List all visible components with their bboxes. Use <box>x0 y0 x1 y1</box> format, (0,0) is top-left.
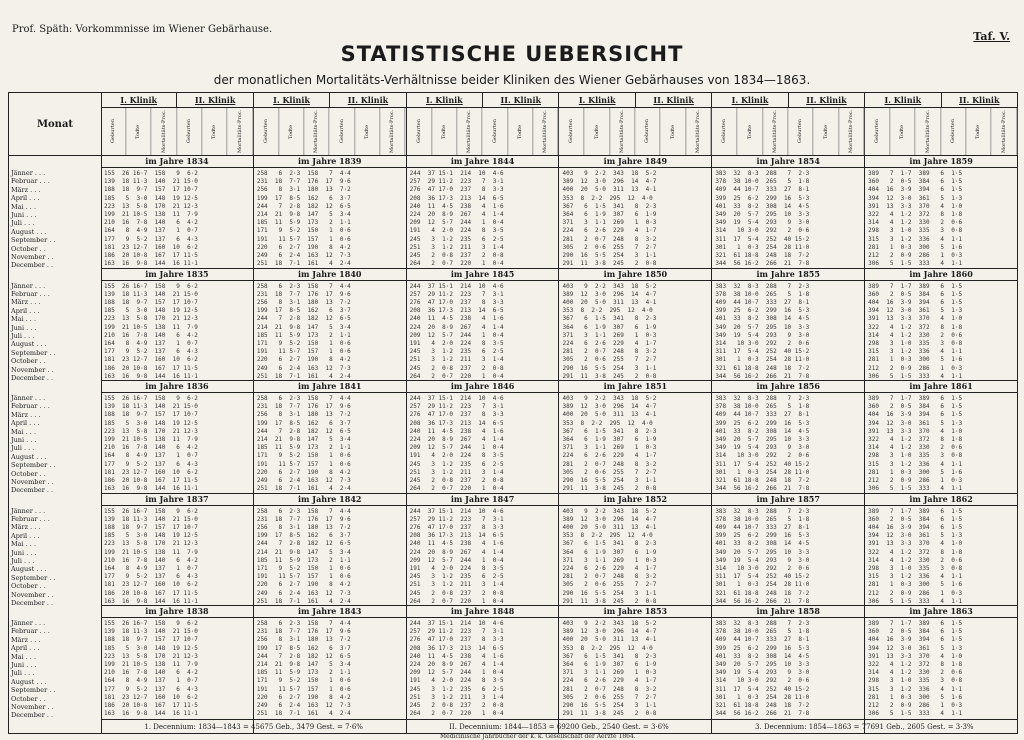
year-block <box>712 605 864 718</box>
year-title: im Jahre 1838 <box>101 605 253 618</box>
clinic-header: I. Klinik <box>865 93 941 107</box>
month-label: Februar . . . <box>11 627 50 636</box>
month-label: Mai . . . <box>11 652 37 661</box>
monthly-figures: 383 32 8·3 288 7 2·3 378 38 10·0 265 5 1·8 409 44 10·7 333 27 8·1 399 25 6·2 299 16 5·3 401 33 8·2 308 14 4·5 349 20 5·7 295 10 3·3 349 19 5·4 293 9 3·0 314 10 3·0 292 2 0·6 311 17 5·4 252 40 15·2 301 1 0·3 254 28 11·0 321 61 18·8 248 18 7·2 344 56 16·2 266 21 7·8 <box>715 620 810 718</box>
clinic-header: II. Klinik <box>653 95 694 105</box>
column-header: Todte <box>966 108 991 155</box>
monthly-figures: 258 6 2·3 158 7 4·4 231 18 7·7 176 17 9·6 256 8 3·1 180 13 7·2 199 17 8·5 162 6 3·7 244 7 2·8 182 12 6·5 214 21 9·8 147 5 3·4 185 11 5·9 173 2 1·1 171 9 5·2 150 1 0·6 191 11 5·7 157 1 0·6 220 6 2·7 190 8 4·2 249 6 2·4 163 12 7·3 251 18 7·1 161 4 2·4 <box>256 282 351 380</box>
monthly-figures: 155 26 16·7 158 9 6·2 139 18 11·3 140 21 15·0 188 18 9·7 157 17 10·7 185 5 3·0 148 19 12·5 223 13 5·8 170 21 12·3 199 21 10·5 138 11 7·9 210 16 7·8 140 6 4·2 164 8 4·9 137 1 0·7 177 9 5·2 137 6 4·3 181 23 12·7 160 10 6·2 186 20 10·8 167 17 11·5 163 16 9·8 144 16 11·1 <box>104 170 198 268</box>
year-block <box>559 268 711 380</box>
decennium-3: 3. Decennium: 1854—1863 = 77691 Geb., 2605 Gest. = 3·3% <box>755 723 974 731</box>
statistics-table <box>8 92 1018 734</box>
month-label: April . . . <box>11 531 40 540</box>
column-header: Mortalitäts-Proc. <box>304 108 329 155</box>
column-header: Mortalitäts-Proc. <box>228 108 253 155</box>
month-label: März . . . <box>11 523 41 532</box>
column-header: Mortalitäts-Proc. <box>763 108 788 155</box>
month-label: Mai . . . <box>11 540 37 549</box>
year-block <box>254 493 406 605</box>
monthly-figures: 389 7 1·7 389 6 1·5 360 2 0·5 384 6 1·5 404 16 3·9 394 6 1·5 394 12 3·0 361 5 1·3 391 13 3·3 370 4 1·0 322 4 1·2 372 8 1·8 314 4 1·2 330 2 0·6 298 3 1·0 335 3 0·8 315 3 1·2 336 4 1·1 281 1 0·3 300 5 1·6 212 2 0·9 286 1 0·3 306 5 1·5 333 4 1·1 <box>868 620 963 718</box>
column-header: Geburten <box>865 108 890 155</box>
month-label: Jänner . . . <box>11 281 46 290</box>
year-title: im Jahre 1834 <box>101 155 253 168</box>
column-header: Todte <box>202 108 227 155</box>
month-label: Februar . . . <box>11 402 50 411</box>
column-header: Todte <box>355 108 380 155</box>
month-label: August . . . <box>11 677 47 686</box>
decennium-summary <box>101 719 1017 734</box>
month-label: Mai . . . <box>11 315 37 324</box>
decade-blocks <box>101 93 1017 733</box>
month-label: April . . . <box>11 419 40 428</box>
month-label: November . . <box>11 590 54 599</box>
month-label: Juni . . . <box>11 211 37 220</box>
year-block <box>865 380 1017 493</box>
monthly-figures: 155 26 16·7 158 9 6·2 139 18 11·3 140 21 15·0 188 18 9·7 157 17 10·7 185 5 3·0 148 19 12·5 223 13 5·8 170 21 12·3 199 21 10·5 138 11 7·9 210 16 7·8 140 6 4·2 164 8 4·9 137 1 0·7 177 9 5·2 137 6 4·3 181 23 12·7 160 10 6·2 186 20 10·8 167 17 11·5 163 16 9·8 144 16 11·1 <box>104 507 198 605</box>
month-label: Juli . . . <box>11 444 35 453</box>
month-label: Juni . . . <box>11 436 37 445</box>
year-block <box>559 155 711 268</box>
monthly-figures: 244 37 15·1 214 10 4·6 257 29 11·2 223 7 3·1 276 47 17·0 237 8 3·3 208 36 17·3 213 14 6·5 240 11 4·5 238 4 1·6 224 20 8·9 267 4 1·4 209 12 5·7 244 1 0·4 191 4 2·0 224 8 3·5 245 3 1·2 235 6 2·5 251 3 1·2 211 3 1·4 245 2 0·8 237 2 0·8 264 2 0·7 220 1 0·4 <box>409 282 504 380</box>
month-label: October . . <box>11 357 46 366</box>
page-title: STATISTISCHE UEBERSICHT <box>340 42 684 66</box>
column-header: Todte <box>432 108 457 155</box>
year-title: im Jahre 1846 <box>407 380 559 393</box>
year-title: im Jahre 1844 <box>407 155 559 168</box>
month-label: September . . <box>11 236 56 245</box>
year-group-column <box>865 93 1017 733</box>
year-title: im Jahre 1856 <box>712 380 864 393</box>
column-header: Mortalitäts-Proc. <box>992 108 1017 155</box>
month-label: April . . . <box>11 644 40 653</box>
month-label: April . . . <box>11 194 40 203</box>
plate-number: Taf. V. <box>973 30 1010 43</box>
year-title: im Jahre 1849 <box>559 155 711 168</box>
header-author: Prof. Späth: Vorkommnisse im Wiener Gebärhause. <box>12 24 273 35</box>
month-label: November . . <box>11 703 54 712</box>
year-title: im Jahre 1836 <box>101 380 253 393</box>
monthly-figures: 403 9 2·2 343 18 5·2 389 12 3·0 296 14 4·7 400 20 5·0 311 13 4·1 353 8 2·2 295 12 4·0 367 6 1·5 341 8 2·3 364 6 1·9 307 6 1·9 371 3 1·1 269 1 0·3 224 6 2·6 229 4 1·7 281 2 0·7 248 8 3·2 305 2 0·6 255 7 2·7 290 16 5·5 254 3 1·1 291 11 3·8 245 2 0·8 <box>562 620 657 718</box>
month-label: August . . . <box>11 452 47 461</box>
column-header: Mortalitäts-Proc. <box>533 108 558 155</box>
month-label: März . . . <box>11 185 41 194</box>
year-group-column <box>559 93 712 733</box>
year-title: im Jahre 1842 <box>254 493 406 506</box>
monthly-figures: 258 6 2·3 158 7 4·4 231 18 7·7 176 17 9·6 256 8 3·1 180 13 7·2 199 17 8·5 162 6 3·7 244 7 2·8 182 12 6·5 214 21 9·8 147 5 3·4 185 11 5·9 173 2 1·1 171 9 5·2 150 1 0·6 191 11 5·7 157 1 0·6 220 6 2·7 190 8 4·2 249 6 2·4 163 12 7·3 251 18 7·1 161 4 2·4 <box>256 507 351 605</box>
month-label: September . . <box>11 573 56 582</box>
monthly-figures: 403 9 2·2 343 18 5·2 389 12 3·0 296 14 4·7 400 20 5·0 311 13 4·1 353 8 2·2 295 12 4·0 367 6 1·5 341 8 2·3 364 6 1·9 307 6 1·9 371 3 1·1 269 1 0·3 224 6 2·6 229 4 1·7 281 2 0·7 248 8 3·2 305 2 0·6 255 7 2·7 290 16 5·5 254 3 1·1 291 11 3·8 245 2 0·8 <box>562 395 657 493</box>
year-block <box>101 605 253 718</box>
year-title: im Jahre 1855 <box>712 268 864 281</box>
monthly-figures: 403 9 2·2 343 18 5·2 389 12 3·0 296 14 4·7 400 20 5·0 311 13 4·1 353 8 2·2 295 12 4·0 367 6 1·5 341 8 2·3 364 6 1·9 307 6 1·9 371 3 1·1 269 1 0·3 224 6 2·6 229 4 1·7 281 2 0·7 248 8 3·2 305 2 0·6 255 7 2·7 290 16 5·5 254 3 1·1 291 11 3·8 245 2 0·8 <box>562 507 657 605</box>
column-header: Mortalitäts-Proc. <box>839 108 864 155</box>
year-block <box>254 605 406 718</box>
monthly-figures: 383 32 8·3 288 7 2·3 378 38 10·0 265 5 1·8 409 44 10·7 333 27 8·1 399 25 6·2 299 16 5·3 401 33 8·2 308 14 4·5 349 20 5·7 295 10 3·3 349 19 5·4 293 9 3·0 314 10 3·0 292 2 0·6 311 17 5·4 252 40 15·2 301 1 0·3 254 28 11·0 321 61 18·8 248 18 7·2 344 56 16·2 266 21 7·8 <box>715 170 810 268</box>
monthly-figures: 258 6 2·3 158 7 4·4 231 18 7·7 176 17 9·6 256 8 3·1 180 13 7·2 199 17 8·5 162 6 3·7 244 7 2·8 182 12 6·5 214 21 9·8 147 5 3·4 185 11 5·9 173 2 1·1 171 9 5·2 150 1 0·6 191 11 5·7 157 1 0·6 220 6 2·7 190 8 4·2 249 6 2·4 163 12 7·3 251 18 7·1 161 4 2·4 <box>256 170 351 268</box>
month-label: September . . <box>11 686 56 695</box>
month-label: December . . <box>11 711 54 720</box>
month-list <box>11 507 99 608</box>
year-block <box>712 380 864 493</box>
year-title: im Jahre 1845 <box>407 268 559 281</box>
month-label: November . . <box>11 253 54 262</box>
year-block <box>559 380 711 493</box>
monthly-figures: 383 32 8·3 288 7 2·3 378 38 10·0 265 5 1·8 409 44 10·7 333 27 8·1 399 25 6·2 299 16 5·3 401 33 8·2 308 14 4·5 349 20 5·7 295 10 3·3 349 19 5·4 293 9 3·0 314 10 3·0 292 2 0·6 311 17 5·4 252 40 15·2 301 1 0·3 254 28 11·0 321 61 18·8 248 18 7·2 344 56 16·2 266 21 7·8 <box>715 507 810 605</box>
column-header: Todte <box>890 108 915 155</box>
year-block <box>559 493 711 605</box>
clinic-header: II. Klinik <box>194 95 236 105</box>
year-title: im Jahre 1851 <box>559 380 711 393</box>
month-label: December . . <box>11 598 54 607</box>
column-header: Todte <box>585 108 610 155</box>
column-header: Mortalitäts-Proc. <box>916 108 941 155</box>
year-block <box>407 155 559 268</box>
month-label: Februar . . . <box>11 177 50 186</box>
year-block <box>101 268 253 380</box>
year-block <box>407 605 559 718</box>
column-header: Mortalitäts-Proc. <box>610 108 635 155</box>
month-label: März . . . <box>11 635 41 644</box>
year-block <box>865 155 1017 268</box>
monthly-figures: 244 37 15·1 214 10 4·6 257 29 11·2 223 7 3·1 276 47 17·0 237 8 3·3 208 36 17·3 213 14 6·5 240 11 4·5 238 4 1·6 224 20 8·9 267 4 1·4 209 12 5·7 244 1 0·4 191 4 2·0 224 8 3·5 245 3 1·2 235 6 2·5 251 3 1·2 211 3 1·4 245 2 0·8 237 2 0·8 264 2 0·7 220 1 0·4 <box>409 507 504 605</box>
column-header: Geburten <box>941 108 966 155</box>
month-label: October . . <box>11 694 46 703</box>
clinic-header: II. Klinik <box>500 95 542 105</box>
column-header: Mortalitäts-Proc. <box>457 108 482 155</box>
monthly-figures: 258 6 2·3 158 7 4·4 231 18 7·7 176 17 9·6 256 8 3·1 180 13 7·2 199 17 8·5 162 6 3·7 244 7 2·8 182 12 6·5 214 21 9·8 147 5 3·4 185 11 5·9 173 2 1·1 171 9 5·2 150 1 0·6 191 11 5·7 157 1 0·6 220 6 2·7 190 8 4·2 249 6 2·4 163 12 7·3 251 18 7·1 161 4 2·4 <box>256 395 351 493</box>
year-block <box>865 605 1017 718</box>
year-title: im Jahre 1835 <box>101 268 253 281</box>
clinic-header: I. Klinik <box>407 93 483 107</box>
column-header: Geburten <box>177 108 202 155</box>
month-label: Juli . . . <box>11 556 35 565</box>
column-header: Todte <box>279 108 304 155</box>
month-label: Juni . . . <box>11 323 37 332</box>
column-header: Geburten <box>788 108 813 155</box>
monthly-figures: 389 7 1·7 389 6 1·5 360 2 0·5 384 6 1·5 404 16 3·9 394 6 1·5 394 12 3·0 361 5 1·3 391 13 3·3 370 4 1·0 322 4 1·2 372 8 1·8 314 4 1·2 330 2 0·6 298 3 1·0 335 3 0·8 315 3 1·2 336 4 1·1 281 1 0·3 300 5 1·6 212 2 0·9 286 1 0·3 306 5 1·5 333 4 1·1 <box>868 282 963 380</box>
year-block <box>254 268 406 380</box>
year-title: im Jahre 1850 <box>559 268 711 281</box>
monthly-figures: 389 7 1·7 389 6 1·5 360 2 0·5 384 6 1·5 404 16 3·9 394 6 1·5 394 12 3·0 361 5 1·3 391 13 3·3 370 4 1·0 322 4 1·2 372 8 1·8 314 4 1·2 330 2 0·6 298 3 1·0 335 3 0·8 315 3 1·2 336 4 1·1 281 1 0·3 300 5 1·6 212 2 0·9 286 1 0·3 306 5 1·5 333 4 1·1 <box>868 395 963 493</box>
year-group-column <box>712 93 865 733</box>
month-label: August . . . <box>11 565 47 574</box>
column-header: Geburten <box>330 108 355 155</box>
month-list <box>11 169 99 270</box>
year-group-column <box>407 93 560 733</box>
year-title: im Jahre 1843 <box>254 605 406 618</box>
column-header: Todte <box>661 108 686 155</box>
year-group-column <box>101 93 254 733</box>
monthly-figures: 155 26 16·7 158 9 6·2 139 18 11·3 140 21 15·0 188 18 9·7 157 17 10·7 185 5 3·0 148 19 12·5 223 13 5·8 170 21 12·3 199 21 10·5 138 11 7·9 210 16 7·8 140 6 4·2 164 8 4·9 137 1 0·7 177 9 5·2 137 6 4·3 181 23 12·7 160 10 6·2 186 20 10·8 167 17 11·5 163 16 9·8 144 16 11·1 <box>104 282 198 380</box>
month-label: Mai . . . <box>11 427 37 436</box>
monthly-figures: 155 26 16·7 158 9 6·2 139 18 11·3 140 21 15·0 188 18 9·7 157 17 10·7 185 5 3·0 148 19 12·5 223 13 5·8 170 21 12·3 199 21 10·5 138 11 7·9 210 16 7·8 140 6 4·2 164 8 4·9 137 1 0·7 177 9 5·2 137 6 4·3 181 23 12·7 160 10 6·2 186 20 10·8 167 17 11·5 163 16 9·8 144 16 11·1 <box>104 620 198 718</box>
month-label: December . . <box>11 373 54 382</box>
month-header: Monat <box>9 93 101 156</box>
year-title: im Jahre 1853 <box>559 605 711 618</box>
column-header: Geburten <box>635 108 660 155</box>
monthly-figures: 383 32 8·3 288 7 2·3 378 38 10·0 265 5 1·8 409 44 10·7 333 27 8·1 399 25 6·2 299 16 5·3 401 33 8·2 308 14 4·5 349 20 5·7 295 10 3·3 349 19 5·4 293 9 3·0 314 10 3·0 292 2 0·6 311 17 5·4 252 40 15·2 301 1 0·3 254 28 11·0 321 61 18·8 248 18 7·2 344 56 16·2 266 21 7·8 <box>715 282 810 380</box>
month-list <box>11 619 99 720</box>
month-label: Mai . . . <box>11 202 37 211</box>
monthly-figures: 383 32 8·3 288 7 2·3 378 38 10·0 265 5 1·8 409 44 10·7 333 27 8·1 399 25 6·2 299 16 5·3 401 33 8·2 308 14 4·5 349 20 5·7 295 10 3·3 349 19 5·4 293 9 3·0 314 10 3·0 292 2 0·6 311 17 5·4 252 40 15·2 301 1 0·3 254 28 11·0 321 61 18·8 248 18 7·2 344 56 16·2 266 21 7·8 <box>715 395 810 493</box>
monthly-figures: 244 37 15·1 214 10 4·6 257 29 11·2 223 7 3·1 276 47 17·0 237 8 3·3 208 36 17·3 213 14 6·5 240 11 4·5 238 4 1·6 224 20 8·9 267 4 1·4 209 12 5·7 244 1 0·4 191 4 2·0 224 8 3·5 245 3 1·2 235 6 2·5 251 3 1·2 211 3 1·4 245 2 0·8 237 2 0·8 264 2 0·7 220 1 0·4 <box>409 170 504 268</box>
year-title: im Jahre 1854 <box>712 155 864 168</box>
month-label: Juli . . . <box>11 669 35 678</box>
year-title: im Jahre 1859 <box>865 155 1017 168</box>
month-label: März . . . <box>11 298 41 307</box>
month-label: März . . . <box>11 410 41 419</box>
month-label: October . . <box>11 244 46 253</box>
month-label: Jänner . . . <box>11 506 46 515</box>
year-block <box>254 380 406 493</box>
year-block <box>101 380 253 493</box>
clinic-header: I. Klinik <box>101 93 177 107</box>
column-header: Geburten <box>559 108 584 155</box>
month-list <box>11 282 99 383</box>
year-title: im Jahre 1862 <box>865 493 1017 506</box>
page-subtitle: der monatlichen Mortalitäts-Verhältnisse beider Kliniken des Wiener Gebärhauses von 1834—1863. <box>213 73 811 87</box>
clinic-header: I. Klinik <box>712 93 788 107</box>
column-header: Geburten <box>483 108 508 155</box>
column-header: Geburten <box>407 108 432 155</box>
year-title: im Jahre 1840 <box>254 268 406 281</box>
monthly-figures: 258 6 2·3 158 7 4·4 231 18 7·7 176 17 9·6 256 8 3·1 180 13 7·2 199 17 8·5 162 6 3·7 244 7 2·8 182 12 6·5 214 21 9·8 147 5 3·4 185 11 5·9 173 2 1·1 171 9 5·2 150 1 0·6 191 11 5·7 157 1 0·6 220 6 2·7 190 8 4·2 249 6 2·4 163 12 7·3 251 18 7·1 161 4 2·4 <box>256 620 351 718</box>
column-header: Todte <box>126 108 151 155</box>
month-label: Februar . . . <box>11 514 50 523</box>
monthly-figures: 403 9 2·2 343 18 5·2 389 12 3·0 296 14 4·7 400 20 5·0 311 13 4·1 353 8 2·2 295 12 4·0 367 6 1·5 341 8 2·3 364 6 1·9 307 6 1·9 371 3 1·1 269 1 0·3 224 6 2·6 229 4 1·7 281 2 0·7 248 8 3·2 305 2 0·6 255 7 2·7 290 16 5·5 254 3 1·1 291 11 3·8 245 2 0·8 <box>562 282 657 380</box>
year-block <box>865 268 1017 380</box>
year-block <box>712 493 864 605</box>
monthly-figures: 403 9 2·2 343 18 5·2 389 12 3·0 296 14 4·7 400 20 5·0 311 13 4·1 353 8 2·2 295 12 4·0 367 6 1·5 341 8 2·3 364 6 1·9 307 6 1·9 371 3 1·1 269 1 0·3 224 6 2·6 229 4 1·7 281 2 0·7 248 8 3·2 305 2 0·6 255 7 2·7 290 16 5·5 254 3 1·1 291 11 3·8 245 2 0·8 <box>562 170 657 268</box>
column-header: Mortalitäts-Proc. <box>686 108 711 155</box>
year-block <box>865 493 1017 605</box>
monthly-figures: 244 37 15·1 214 10 4·6 257 29 11·2 223 7 3·1 276 47 17·0 237 8 3·3 208 36 17·3 213 14 6·5 240 11 4·5 238 4 1·6 224 20 8·9 267 4 1·4 209 12 5·7 244 1 0·4 191 4 2·0 224 8 3·5 245 3 1·2 235 6 2·5 251 3 1·2 211 3 1·4 245 2 0·8 237 2 0·8 264 2 0·7 220 1 0·4 <box>409 620 504 718</box>
column-header: Todte <box>814 108 839 155</box>
month-label: October . . <box>11 469 46 478</box>
column-header: Mortalitäts-Proc. <box>380 108 405 155</box>
clinic-header: II. Klinik <box>806 95 847 105</box>
year-title: im Jahre 1848 <box>407 605 559 618</box>
column-header: Geburten <box>254 108 279 155</box>
monthly-figures: 389 7 1·7 389 6 1·5 360 2 0·5 384 6 1·5 404 16 3·9 394 6 1·5 394 12 3·0 361 5 1·3 391 13 3·3 370 4 1·0 322 4 1·2 372 8 1·8 314 4 1·2 330 2 0·6 298 3 1·0 335 3 0·8 315 3 1·2 336 4 1·1 281 1 0·3 300 5 1·6 212 2 0·9 286 1 0·3 306 5 1·5 333 4 1·1 <box>868 507 963 605</box>
column-header: Geburten <box>712 108 737 155</box>
clinic-header: II. Klinik <box>959 95 1000 105</box>
month-label: November . . <box>11 478 54 487</box>
month-label: Jänner . . . <box>11 619 46 627</box>
year-block <box>407 380 559 493</box>
month-label: Juni . . . <box>11 548 37 557</box>
month-label: Juni . . . <box>11 661 37 670</box>
month-column <box>9 93 102 733</box>
year-block <box>101 493 253 605</box>
clinic-header: II. Klinik <box>347 95 389 105</box>
month-label: November . . <box>11 365 54 374</box>
column-header: Todte <box>508 108 533 155</box>
column-header: Todte <box>738 108 763 155</box>
month-label: Jänner . . . <box>11 394 46 402</box>
year-title: im Jahre 1861 <box>865 380 1017 393</box>
year-block <box>407 268 559 380</box>
year-title: im Jahre 1837 <box>101 493 253 506</box>
month-label: Juli . . . <box>11 331 35 340</box>
year-title: im Jahre 1847 <box>407 493 559 506</box>
month-label: Februar . . . <box>11 289 50 298</box>
column-header: Mortalitäts-Proc. <box>152 108 177 155</box>
year-title: im Jahre 1863 <box>865 605 1017 618</box>
clinic-header: I. Klinik <box>254 93 330 107</box>
month-label: September . . <box>11 348 56 357</box>
year-title: im Jahre 1839 <box>254 155 406 168</box>
month-label: October . . <box>11 582 46 591</box>
year-title: im Jahre 1852 <box>559 493 711 506</box>
year-block <box>407 493 559 605</box>
year-group-column <box>254 93 407 733</box>
month-label: Jänner . . . <box>11 169 46 177</box>
month-label: December . . <box>11 486 54 495</box>
year-title: im Jahre 1841 <box>254 380 406 393</box>
year-block <box>254 155 406 268</box>
decennium-1: 1. Decennium: 1834—1843 = 45675 Geb., 3479 Gest. = 7·6% <box>144 723 363 731</box>
year-block <box>101 155 253 268</box>
column-header: Geburten <box>101 108 126 155</box>
month-list <box>11 394 99 495</box>
month-label: Juli . . . <box>11 219 35 228</box>
month-label: September . . <box>11 461 56 470</box>
year-title: im Jahre 1860 <box>865 268 1017 281</box>
monthly-figures: 244 37 15·1 214 10 4·6 257 29 11·2 223 7 3·1 276 47 17·0 237 8 3·3 208 36 17·3 213 14 6·5 240 11 4·5 238 4 1·6 224 20 8·9 267 4 1·4 209 12 5·7 244 1 0·4 191 4 2·0 224 8 3·5 245 3 1·2 235 6 2·5 251 3 1·2 211 3 1·4 245 2 0·8 237 2 0·8 264 2 0·7 220 1 0·4 <box>409 395 504 493</box>
imprint: Medicinische Jahrbücher der k. k. Gesellschaft der Aerzte 1864. <box>440 733 636 740</box>
year-title: im Jahre 1857 <box>712 493 864 506</box>
decennium-2: II. Decennium: 1844—1853 = 69200 Geb., 2540 Gest. = 3·6% <box>449 723 669 731</box>
month-label: April . . . <box>11 306 40 315</box>
month-label: August . . . <box>11 340 47 349</box>
year-title: im Jahre 1858 <box>712 605 864 618</box>
month-label: December . . <box>11 261 54 270</box>
month-label: August . . . <box>11 227 47 236</box>
year-block <box>712 268 864 380</box>
clinic-header: I. Klinik <box>559 93 635 107</box>
monthly-figures: 155 26 16·7 158 9 6·2 139 18 11·3 140 21 15·0 188 18 9·7 157 17 10·7 185 5 3·0 148 19 12·5 223 13 5·8 170 21 12·3 199 21 10·5 138 11 7·9 210 16 7·8 140 6 4·2 164 8 4·9 137 1 0·7 177 9 5·2 137 6 4·3 181 23 12·7 160 10 6·2 186 20 10·8 167 17 11·5 163 16 9·8 144 16 11·1 <box>104 395 198 493</box>
year-block <box>712 155 864 268</box>
monthly-figures: 389 7 1·7 389 6 1·5 360 2 0·5 384 6 1·5 404 16 3·9 394 6 1·5 394 12 3·0 361 5 1·3 391 13 3·3 370 4 1·0 322 4 1·2 372 8 1·8 314 4 1·2 330 2 0·6 298 3 1·0 335 3 0·8 315 3 1·2 336 4 1·1 281 1 0·3 300 5 1·6 212 2 0·9 286 1 0·3 306 5 1·5 333 4 1·1 <box>868 170 963 268</box>
year-block <box>559 605 711 718</box>
